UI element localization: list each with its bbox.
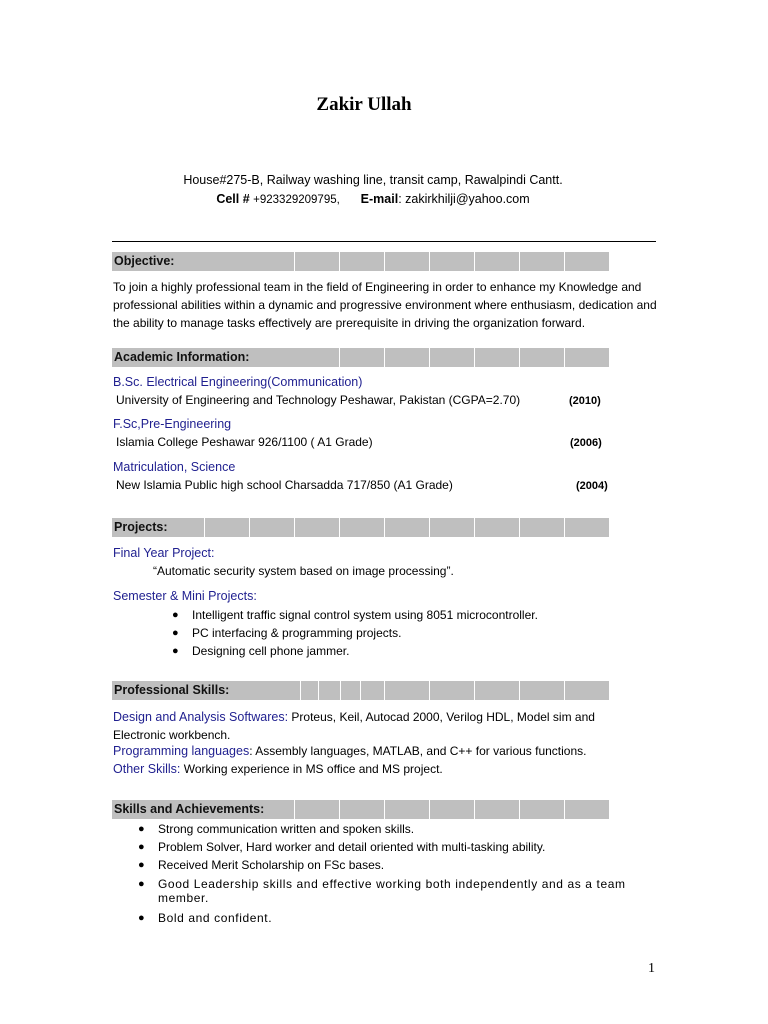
section-heading-objective: Objective: (114, 254, 175, 268)
mini-projects-list (172, 606, 538, 660)
academic-degree: Matriculation, Science (113, 460, 236, 474)
design-skills (113, 708, 618, 744)
resume-name: Zakir Ullah (316, 94, 412, 115)
page-number: 1 (648, 961, 655, 976)
bullet-icon: ● (138, 859, 145, 871)
academic-year: (2006) (570, 437, 602, 449)
list-item: ● PC interfacing & programming projects. (172, 626, 402, 640)
list-item: ● Intelligent traffic signal control system using 8051 microcontroller. (172, 608, 538, 622)
cell-value: +923329209795, (253, 194, 340, 206)
list-item: ● Received Merit Scholarship on FSc bases. (138, 858, 385, 872)
academic-year: (2004) (576, 480, 608, 492)
final-project-label: Final Year Project: (113, 546, 215, 560)
academic-institution: New Islamia Public high school Charsadda 717/850 (A1 Grade) (116, 478, 453, 492)
academic-institution: University of Engineering and Technology Peshawar, Pakistan (CGPA=2.70) (116, 393, 521, 407)
list-item: ● Problem Solver, Hard worker and detail oriented with multi-tasking ability. (138, 840, 546, 854)
list-item: ● Bold and confident. (138, 911, 273, 925)
bullet-icon: ● (172, 627, 179, 639)
final-project-title: “Automatic security system based on image processing”. (153, 564, 454, 578)
bullet-icon: ● (172, 645, 179, 657)
bullet-icon: ● (138, 823, 145, 835)
bar-cells (204, 518, 609, 537)
section-bar-objective (112, 252, 609, 271)
section-bar-projects (112, 518, 609, 537)
programming-skills (113, 744, 587, 758)
list-item: ● Good Leadership skills and effective working both independently and as a team member. (138, 877, 626, 905)
bar-cells (300, 681, 609, 700)
programming-text: : Assembly languages, MATLAB, and C++ for various functions. (249, 744, 587, 758)
bar-cells (294, 800, 609, 819)
email-value: : zakirkhilji@yahoo.com (398, 192, 530, 206)
list-item: ● Designing cell phone jammer. (172, 644, 350, 658)
section-heading-projects: Projects: (114, 520, 168, 534)
other-skills (113, 762, 443, 776)
section-heading-academic: Academic Information: (114, 350, 250, 364)
email-label: E-mail (360, 192, 399, 206)
bullet-icon: ● (172, 609, 179, 621)
address-line: House#275-B, Railway washing line, transit camp, Rawalpindi Cantt. (183, 173, 563, 187)
bar-cells (339, 348, 609, 367)
academic-degree: B.Sc. Electrical Engineering(Communication) (113, 375, 363, 389)
section-bar-academic (112, 348, 609, 367)
section-heading-professional-skills: Professional Skills: (114, 683, 230, 697)
academic-institution: Islamia College Peshawar 926/1100 ( A1 Grade) (116, 435, 373, 449)
bullet-icon: ● (138, 878, 146, 890)
objective-text: To join a highly professional team in the field of Engineering in order to enhance my Knowledge and professional abilities within a dynamic and progressive environment where enthusiasm, dedication and the ability to manage tasks effectively are prerequisite in driving the organization forward. (113, 280, 657, 330)
list-item: ● Strong communication written and spoken skills. (138, 822, 415, 836)
bar-cells (294, 252, 609, 271)
contact-line (0, 192, 746, 206)
academic-year: (2010) (569, 395, 601, 407)
design-label: Design and Analysis Softwares: (113, 710, 289, 724)
section-bar-achievements (112, 800, 609, 819)
mini-projects-label: Semester & Mini Projects: (113, 589, 257, 603)
section-heading-achievements: Skills and Achievements: (114, 802, 265, 816)
other-label: Other Skills: (113, 762, 181, 776)
achievements-list (138, 820, 658, 927)
programming-label: Programming languages (113, 744, 250, 758)
cell-label: Cell # (216, 192, 250, 206)
section-bar-professional-skills (112, 681, 609, 700)
bullet-icon: ● (138, 912, 146, 924)
other-text: Working experience in MS office and MS project. (180, 762, 443, 776)
bullet-icon: ● (138, 841, 145, 853)
header-divider (112, 241, 656, 242)
academic-degree: F.Sc,Pre-Engineering (113, 417, 232, 431)
design-text: Proteus, Keil, Autocad 2000, Verilog HDL, Model sim and Electronic workbench. (113, 710, 595, 742)
